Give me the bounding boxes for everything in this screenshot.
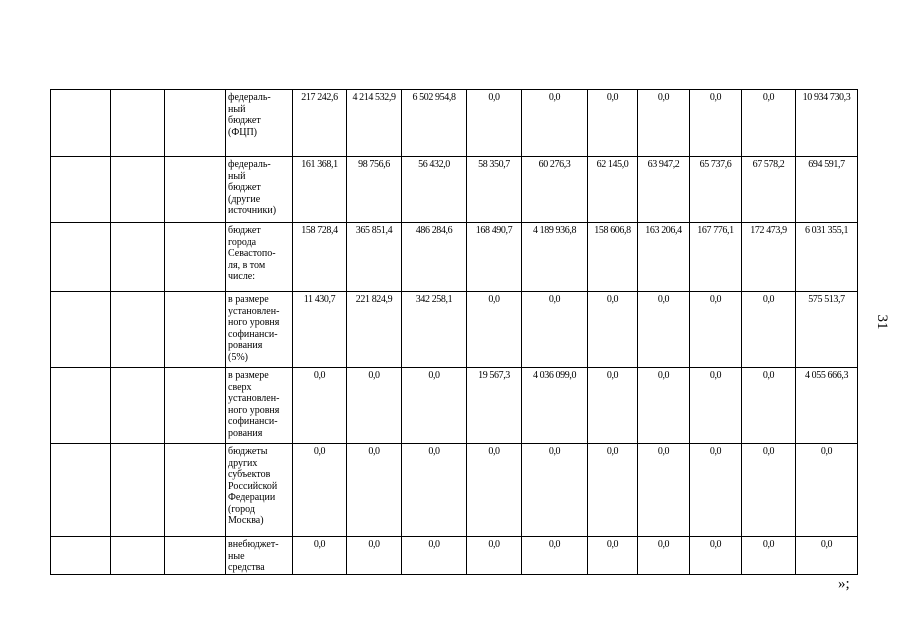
row-label: внебюджет- ные средства <box>226 537 293 575</box>
empty-cell <box>165 537 226 575</box>
empty-cell <box>51 157 111 223</box>
value-cell: 221 824,9 <box>347 292 402 368</box>
table-body <box>51 90 858 575</box>
page-number: 31 <box>874 314 890 330</box>
empty-cell <box>51 444 111 537</box>
value-cell: 365 851,4 <box>347 223 402 292</box>
value-cell: 0,0 <box>293 444 347 537</box>
value-cell: 58 350,7 <box>467 157 522 223</box>
value-cell: 0,0 <box>690 537 742 575</box>
empty-cell <box>165 368 226 444</box>
value-cell: 0,0 <box>638 292 690 368</box>
value-cell: 56 432,0 <box>402 157 467 223</box>
table-row <box>51 223 858 292</box>
empty-cell <box>111 292 165 368</box>
table-row <box>51 368 858 444</box>
value-cell: 158 728,4 <box>293 223 347 292</box>
empty-cell <box>51 368 111 444</box>
value-cell: 98 756,6 <box>347 157 402 223</box>
value-cell: 0,0 <box>588 90 638 157</box>
value-cell: 0,0 <box>742 368 796 444</box>
row-label: в размере сверх установлен- ного уровня софинанси- рования <box>226 368 293 444</box>
value-cell: 0,0 <box>690 368 742 444</box>
value-cell: 0,0 <box>638 444 690 537</box>
value-cell: 19 567,3 <box>467 368 522 444</box>
value-cell: 0,0 <box>638 368 690 444</box>
row-label: в размере установлен- ного уровня софинанси- рования (5%) <box>226 292 293 368</box>
empty-cell <box>165 157 226 223</box>
table-row <box>51 444 858 537</box>
value-cell: 4 189 936,8 <box>522 223 588 292</box>
value-cell: 0,0 <box>588 537 638 575</box>
value-cell: 65 737,6 <box>690 157 742 223</box>
empty-cell <box>165 444 226 537</box>
value-cell: 0,0 <box>467 90 522 157</box>
value-cell: 6 031 355,1 <box>796 223 858 292</box>
empty-cell <box>51 223 111 292</box>
value-cell: 63 947,2 <box>638 157 690 223</box>
value-cell: 0,0 <box>588 368 638 444</box>
value-cell: 694 591,7 <box>796 157 858 223</box>
value-cell: 10 934 730,3 <box>796 90 858 157</box>
value-cell: 0,0 <box>402 537 467 575</box>
empty-cell <box>111 157 165 223</box>
table-row <box>51 90 858 157</box>
value-cell: 60 276,3 <box>522 157 588 223</box>
empty-cell <box>165 90 226 157</box>
value-cell: 217 242,6 <box>293 90 347 157</box>
row-label: федераль- ный бюджет (ФЦП) <box>226 90 293 157</box>
value-cell: 0,0 <box>638 537 690 575</box>
table-row <box>51 157 858 223</box>
closing-mark: »; <box>838 576 850 592</box>
value-cell: 0,0 <box>522 292 588 368</box>
row-label: федераль- ный бюджет (другие источники) <box>226 157 293 223</box>
empty-cell <box>51 90 111 157</box>
value-cell: 0,0 <box>467 537 522 575</box>
value-cell: 6 502 954,8 <box>402 90 467 157</box>
row-label: бюджет города Севастопо- ля, в том числе: <box>226 223 293 292</box>
value-cell: 0,0 <box>522 537 588 575</box>
empty-cell <box>111 537 165 575</box>
value-cell: 342 258,1 <box>402 292 467 368</box>
empty-cell <box>165 292 226 368</box>
row-label: бюджеты других субъектов Российской Федерации (город Москва) <box>226 444 293 537</box>
value-cell: 0,0 <box>796 444 858 537</box>
empty-cell <box>51 537 111 575</box>
value-cell: 0,0 <box>742 444 796 537</box>
empty-cell <box>111 223 165 292</box>
value-cell: 4 055 666,3 <box>796 368 858 444</box>
value-cell: 11 430,7 <box>293 292 347 368</box>
value-cell: 0,0 <box>742 292 796 368</box>
value-cell: 4 036 099,0 <box>522 368 588 444</box>
value-cell: 0,0 <box>467 444 522 537</box>
value-cell: 168 490,7 <box>467 223 522 292</box>
empty-cell <box>111 368 165 444</box>
table-row <box>51 537 858 575</box>
value-cell: 161 368,1 <box>293 157 347 223</box>
value-cell: 0,0 <box>293 368 347 444</box>
value-cell: 0,0 <box>638 90 690 157</box>
value-cell: 486 284,6 <box>402 223 467 292</box>
value-cell: 4 214 532,9 <box>347 90 402 157</box>
value-cell: 0,0 <box>588 292 638 368</box>
value-cell: 0,0 <box>467 292 522 368</box>
empty-cell <box>111 90 165 157</box>
value-cell: 0,0 <box>690 292 742 368</box>
value-cell: 62 145,0 <box>588 157 638 223</box>
empty-cell <box>51 292 111 368</box>
value-cell: 0,0 <box>347 368 402 444</box>
budget-table <box>50 89 858 575</box>
value-cell: 163 206,4 <box>638 223 690 292</box>
value-cell: 0,0 <box>347 444 402 537</box>
empty-cell <box>165 223 226 292</box>
value-cell: 0,0 <box>742 90 796 157</box>
value-cell: 0,0 <box>690 90 742 157</box>
empty-cell <box>111 444 165 537</box>
table-row <box>51 292 858 368</box>
value-cell: 0,0 <box>742 537 796 575</box>
value-cell: 0,0 <box>796 537 858 575</box>
value-cell: 0,0 <box>402 444 467 537</box>
value-cell: 0,0 <box>402 368 467 444</box>
value-cell: 172 473,9 <box>742 223 796 292</box>
value-cell: 0,0 <box>293 537 347 575</box>
value-cell: 167 776,1 <box>690 223 742 292</box>
value-cell: 0,0 <box>522 90 588 157</box>
value-cell: 0,0 <box>690 444 742 537</box>
value-cell: 67 578,2 <box>742 157 796 223</box>
value-cell: 0,0 <box>588 444 638 537</box>
value-cell: 158 606,8 <box>588 223 638 292</box>
value-cell: 0,0 <box>347 537 402 575</box>
value-cell: 0,0 <box>522 444 588 537</box>
value-cell: 575 513,7 <box>796 292 858 368</box>
